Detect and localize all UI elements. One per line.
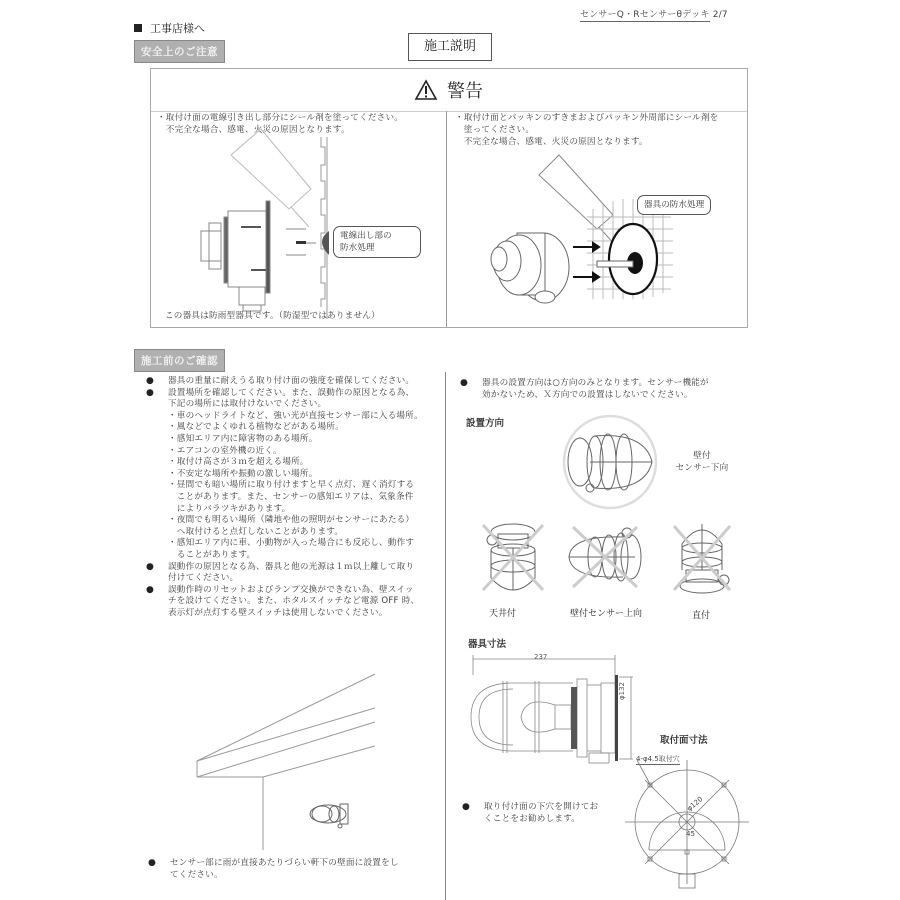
pre-check-line: ・不安定な場所や振動の激しい場所。 bbox=[168, 468, 318, 479]
pre-check-line: 付けてください。 bbox=[168, 573, 239, 584]
bullet-icon: ● bbox=[146, 387, 155, 398]
warning-left-line: ・取付け面の電線引き出し部分にシール剤を塗ってください。 bbox=[157, 113, 404, 123]
pre-check-line: ● 誤動作の原因となる為、器具と他の光源は１ｍ以上離して取り bbox=[146, 561, 415, 572]
dimension-diameter: φ132 bbox=[618, 682, 626, 700]
pre-check-line: ることがあります。 bbox=[168, 549, 256, 560]
pre-check-line: ことがあります。また、センサーの感知エリアは、気象条件 bbox=[168, 491, 414, 502]
document-model-name: センサーQ・Rセンサーθデッキ bbox=[580, 10, 710, 20]
fixture-dimension-drawing bbox=[465, 655, 645, 765]
pre-check-line: ・感知エリア内に障害物のある場所。 bbox=[168, 433, 318, 444]
orientation-label-ok: 壁付 センサー下向 bbox=[675, 451, 729, 473]
orientation-note bbox=[460, 378, 709, 401]
rainproof-note: この器具は防雨型器具です。（防湿型ではありません） bbox=[165, 311, 380, 321]
mount-note bbox=[462, 802, 598, 825]
mount-angle-label: 45 bbox=[686, 830, 695, 838]
warning-box bbox=[150, 68, 748, 328]
callout-line: 防水処理 bbox=[340, 243, 375, 253]
pre-check-line: によりバラツキがあります。 bbox=[168, 503, 291, 514]
pre-check-line: ・エアコンの室外機の近く。 bbox=[168, 445, 282, 456]
eave-note bbox=[148, 858, 399, 881]
orientation-wall-sensor-down-ok bbox=[560, 414, 660, 510]
warning-right-line: 不完全な場合、感電、火災の原因となります。 bbox=[455, 137, 648, 147]
bullet-icon: ● bbox=[148, 858, 157, 868]
pre-check-line: ● 設置場所を確認してください。また、誤動作の原因となる為、 bbox=[146, 387, 415, 398]
orientation-label-direct: 直付 bbox=[692, 611, 711, 621]
warning-left-line: 不完全な場合、感電、火災の原因となります。 bbox=[157, 125, 350, 135]
pre-check-line: ・取付け高さが３ｍを超える場所。 bbox=[168, 457, 309, 468]
bullet-icon: ● bbox=[146, 584, 155, 595]
eave-note-line: てください。 bbox=[170, 869, 223, 880]
callout-wire-outlet-waterproofing bbox=[333, 226, 421, 258]
eave-installation-illustration bbox=[180, 660, 450, 850]
pre-check-line: チを設けてください。また、ホタルスイッチなど電源 OFF 時、 bbox=[168, 596, 420, 607]
warning-right-line: 塗ってください。 bbox=[455, 125, 535, 135]
pre-check-list bbox=[146, 376, 446, 619]
callout-fixture-waterproofing: 器具の防水処理 bbox=[637, 195, 711, 215]
bullet-icon: ● bbox=[462, 802, 471, 812]
bullet-icon: ● bbox=[460, 378, 469, 388]
orientation-wall-sensor-up-ng bbox=[565, 525, 645, 590]
orientation-ceiling-ng bbox=[478, 520, 548, 595]
pre-check-line: ● 器具の重量に耐えうる取り付け面の強度を確保してください。 bbox=[146, 376, 415, 386]
pre-check-line: ・昼間でも暗い場所に取り付けますと早く点灯、遅く消灯する bbox=[168, 480, 415, 491]
dimension-width: 237 bbox=[534, 653, 548, 661]
orientation-label-wall-up: 壁付センサー上向 bbox=[570, 609, 643, 619]
pre-check-line: ・風などでよくゆれる植物などがある場所。 bbox=[168, 422, 344, 433]
page-title: 施工説明 bbox=[408, 33, 492, 61]
section-tag-safety: 安全上のご注意 bbox=[134, 40, 225, 63]
warning-label: 警告 bbox=[447, 81, 483, 102]
page-number: 2/7 bbox=[712, 10, 728, 20]
warning-right-line: ・取付け面とパッキンのすきまおよびパッキン外周部にシール剤を bbox=[455, 113, 719, 123]
section-tag-pre-check: 施工前のご確認 bbox=[134, 349, 225, 372]
bullet-icon: ● bbox=[146, 376, 155, 386]
callout-line: 電線出し部の bbox=[340, 231, 392, 241]
pre-check-line: ・感知エリア内に車、小動物が入った場合にも反応し、動作す bbox=[168, 538, 415, 549]
pre-check-line: ・夜間でも明るい場所（隣地や他の照明がセンサーにあたる） bbox=[168, 515, 415, 526]
square-bullet-icon bbox=[134, 24, 142, 32]
mount-holes-label: 4-φ4.5取付穴 bbox=[636, 755, 680, 763]
mount-surface-drawing bbox=[625, 760, 765, 900]
mount-note-line: くことをお勧めします。 bbox=[484, 813, 581, 824]
mount-pcd-label: φ120 bbox=[685, 795, 705, 813]
orientation-title: 設置方向 bbox=[466, 418, 505, 429]
orientation-direct-ng bbox=[670, 518, 734, 598]
audience-label: 工事店様へ bbox=[150, 22, 205, 35]
mount-dimensions-title: 取付面寸法 bbox=[660, 735, 708, 746]
eave-note-line: ● センサー部に雨が直接あたりづらい軒下の壁面に設置をし bbox=[148, 858, 399, 868]
pre-check-line: へ取付けると点灯しないことがあります。 bbox=[168, 526, 344, 537]
dimensions-title: 器具寸法 bbox=[468, 639, 507, 650]
pre-check-line: 表示灯が点灯する壁スイッチは使用しないでください。 bbox=[168, 607, 388, 618]
orientation-label-ceiling: 天井付 bbox=[489, 609, 517, 619]
pre-check-line: 下記の場所には取付けないでください。 bbox=[168, 399, 327, 410]
pre-check-line: ● 誤動作時のリセットおよびランプ交換ができない為、壁スイッ bbox=[146, 584, 414, 595]
bullet-icon: ● bbox=[146, 561, 155, 572]
sealant-fixture-illustration bbox=[151, 69, 447, 327]
orientation-note-line: 器具の設置方向は○方向のみとなります。センサー機能が bbox=[482, 378, 709, 388]
audience-heading bbox=[134, 20, 205, 36]
pre-check-line: ・車のヘッドライトなど、強い光が直接センサー部に入る場所。 bbox=[168, 410, 423, 421]
document-reference bbox=[580, 10, 728, 22]
mount-note-line: 取り付け面の下穴を開けてお bbox=[484, 802, 599, 812]
orientation-note-line: 効かないため、Ｘ方向での設置はしないでください。 bbox=[482, 389, 693, 400]
